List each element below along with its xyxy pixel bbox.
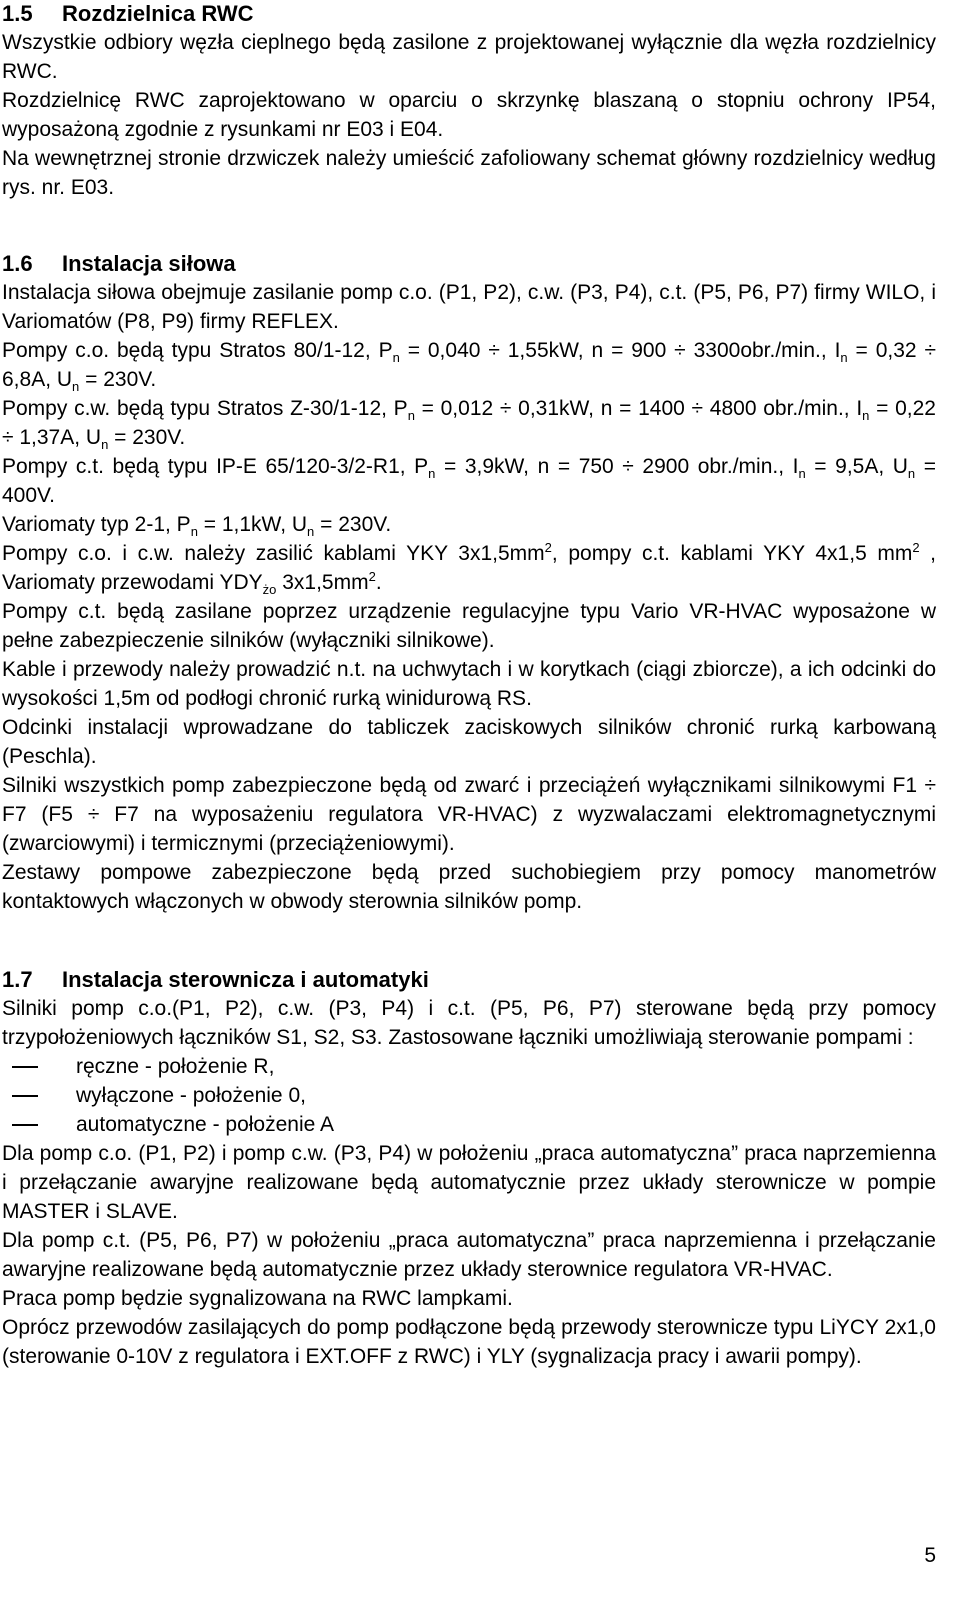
section-heading (2, 966, 936, 994)
section-number: 1.7 (2, 967, 33, 992)
section-1-5 (2, 0, 936, 202)
dash-list (2, 1052, 936, 1139)
paragraph: Pompy c.w. będą typu Stratos Z-30/1-12, $P_n = 0,012 \div 0,31kW$, n = 1400 ÷ 4800 obr./min., $I_n = 0,22 \div 1,37A$, $U_n = 230V$. (2, 397, 936, 453)
paragraph: Oprócz przewodów zasilających do pomp podłączone będą przewody sterownicze typu LiYCY 2x1,0 (sterowanie 0-10V z regulatora i EXT.OFF z RWC) i YLY (sygnalizacja pracy i awarii pompy). (2, 1316, 936, 1368)
list-item (2, 1081, 936, 1110)
dash-bullet-icon (12, 1124, 38, 1126)
list-item-text: automatyczne - położenie A (76, 1113, 334, 1136)
section-title: Instalacja sterownicza i automatyki (62, 967, 429, 992)
section-number: 1.6 (2, 251, 33, 276)
paragraph: Dla pomp c.t. (P5, P6, P7) w położeniu „praca automatyczna” praca naprzemienna i przełączanie awaryjne realizowane będą automatycznie przez układy sterownice regulatora VR-HVAC. (2, 1229, 936, 1281)
paragraph: Pompy c.o. będą typu Stratos 80/1-12, $P_n = 0,040 \div 1,55kW$, n = 900 ÷ 3300obr./min., $I_n = 0,32 \div 6,8A$, $U_n = 230V$. (2, 339, 937, 395)
paragraph: Wszystkie odbiory węzła cieplnego będą zasilone z projektowanej wyłącznie dla węzła rozdzielnicy RWC. (2, 31, 936, 83)
paragraph: Pompy c.t. będą typu IP-E 65/120-3/2-R1, $P_n = 3,9kW$, n = 750 ÷ 2900 obr./min., $I_n = 9,5A$, $U_n = 400V$. (2, 455, 936, 507)
section-title: Rozdzielnica RWC (62, 1, 254, 26)
dash-bullet-icon (12, 1066, 38, 1068)
section-heading (2, 250, 936, 278)
paragraph: Praca pomp będzie sygnalizowana na RWC lampkami. (2, 1287, 513, 1310)
list-item-text: ręczne - położenie R, (76, 1055, 275, 1078)
paragraph: Odcinki instalacji wprowadzane do tabliczek zaciskowych silników chronić rurką karbowaną (Peschla). (2, 716, 936, 768)
paragraph: Na wewnętrznej stronie drzwiczek należy umieścić zafoliowany schemat główny rozdzielnicy według rys. nr. E03. (2, 147, 936, 199)
list-item (2, 1052, 936, 1081)
list-item (2, 1110, 936, 1139)
paragraph: Pompy c.t. będą zasilane poprzez urządzenie regulacyjne typu Vario VR-HVAC wyposażone w pełne zabezpieczenie silników (wyłączniki silnikowe). (2, 600, 936, 652)
paragraph: Dla pomp c.o. (P1, P2) i pomp c.w. (P3, P4) w położeniu „praca automatyczna” praca naprzemienna i przełączanie awaryjne realizowane będą automatycznie przez układy sterownicze w pompie MASTER i SLAVE. (2, 1142, 936, 1223)
paragraph: Rozdzielnicę RWC zaprojektowano w oparciu o skrzynkę blaszaną o stopniu ochrony IP54, wyposażoną zgodnie z rysunkami nr E03 i E04. (2, 89, 936, 141)
dash-bullet-icon (12, 1095, 38, 1097)
paragraph: Zestawy pompowe zabezpieczone będą przed suchobiegiem przy pomocy manometrów kontaktowych włączonych w obwody sterownia silników pomp. (2, 861, 936, 913)
section-1-7 (2, 966, 936, 1371)
spacer (2, 202, 936, 250)
section-1-6 (2, 250, 936, 916)
list-item-text: wyłączone - położenie 0, (76, 1084, 306, 1107)
paragraph: Instalacja siłowa obejmuje zasilanie pomp c.o. (P1, P2), c.w. (P3, P4), c.t. (P5, P6, P7) firmy WILO, i Variomatów (P8, P9) firmy REFLEX. (2, 281, 936, 333)
text-run: Silniki wszystkich pomp zabezpieczone będą od zwarć i przeciążeń wyłącznikami silnikowymi F1 (2, 774, 918, 797)
text-run: Pompy c.o. i c.w. należy zasilić kablami YKY 3x1,5mm (2, 542, 545, 565)
section-number: 1.5 (2, 1, 33, 26)
text-run: Pompy c.w. będą typu Stratos Z-30/1-12, P (2, 397, 408, 420)
paragraph: Silniki pomp c.o.(P1, P2), c.w. (P3, P4) i c.t. (P5, P6, P7) sterowane będą przy pomocy trzypołożeniowych łączników S1, S2, S3. Zastosowane łączniki umożliwiają sterowanie pompami : (2, 997, 936, 1049)
paragraph: Pompy c.o. i c.w. należy zasilić kablami YKY $3x1,5mm^2$, pompy c.t. kablami YKY 4x1,5 $mm^2$ , Variomaty przewodami $YDY_{żo}$ $3x1,5mm^2$. (2, 540, 936, 598)
section-heading (2, 0, 936, 28)
section-title: Instalacja siłowa (62, 251, 236, 276)
paragraph: Silniki wszystkich pomp zabezpieczone będą od zwarć i przeciążeń wyłącznikami silnikowymi F1 ÷ F7 (F5 ÷ F7 na wyposażeniu regulatora VR-HVAC) z wyzwalaczami elektromagnetycznymi (zwarciowymi) i termicznymi (przeciążeniowymi). (2, 774, 936, 855)
paragraph: Kable i przewody należy prowadzić n.t. na uchwytach i w korytkach (ciągi zbiorcze), a ich odcinki do wysokości 1,5m od podłogi chronić rurką winidurową RS. (2, 658, 936, 710)
spacer (2, 916, 936, 966)
text-run: Variomaty typ 2-1, P (2, 513, 191, 536)
text-run: Pompy c.t. będą typu IP-E 65/120-3/2-R1, P (2, 455, 429, 478)
page-number: 5 (924, 1544, 936, 1567)
document-body (2, 0, 936, 1371)
paragraph: Variomaty typ 2-1, $P_n = 1,1kW$, $U_n = 230V$. (2, 513, 392, 540)
text-run: Pompy c.o. będą typu Stratos 80/1-12, P (2, 339, 393, 362)
